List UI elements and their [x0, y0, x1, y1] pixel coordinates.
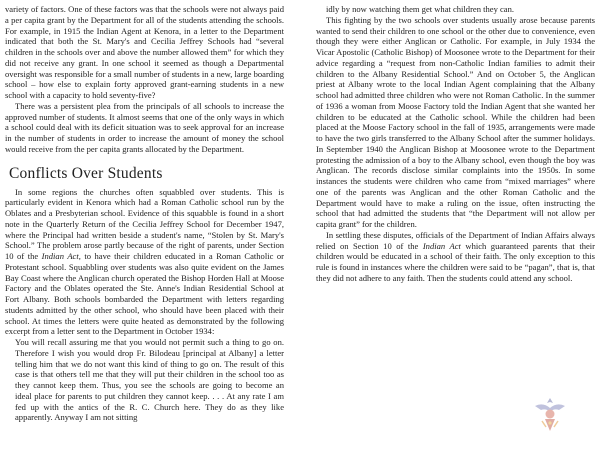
- left-column: [5, 4, 284, 423]
- indian-act-italic: Indian Act: [41, 251, 79, 261]
- block-quote-text: You will recall assuring me that you would not permit such a thing to go on. Therefore I wish you would drop Fr. Bilodeau [principal at Albany] a letter telling him that we do not want this kind of thing to go on. The result of this case is that others tell me that they will put their children in the school too as they cannot keep them. Thus, you see the schools are going to become an ideal place for parents to put children they cannot keep. . . . At any rate I am fed up with the antics of the R. C. Church here. They do as they like apparently. Anyway I am not sitting: [15, 337, 284, 423]
- paragraph-grants: variety of factors. One of these factors was that the schools were not always paid a per capita grant by the Department for all of the students attending the schools. For example, in 1915 the Indian Agent at Kenora, in a letter to the Department indicated that both the St. Mary's and Cecilia Jeffrey Schools had “several children in the schools over and above the number allowed them” for which they did not receive any grant. In one school it seemed as though a Departmental oversight was responsible for a small number of students in a new, large boarding school – how else to explain forty approved grant-earning students in a new school with a capacity to hold seventy-five?: [5, 4, 284, 100]
- paragraph-settling-text-b: which guaranteed parents that their children would be educated in a school of their faith. The only exception to this rule is found in instances where the children were said to be “pagan”, that is, that they did not adhere to any faith. Then the students could attend any school.: [316, 240, 595, 283]
- paragraph-settling: [316, 230, 595, 284]
- block-quote-continued-text: idly by now watching them get what children they can.: [326, 4, 514, 14]
- paragraph-plea: There was a persistent plea from the principals of all schools to increase the approved number of students. It almost seems that one of the only ways in which a school could deal with its deficit situation was to seek approval for an increase in the number of students in order to increase the amount of money the school would receive from the per capita grants allocated by the Department.: [5, 100, 284, 154]
- indian-act-italic-2: Indian Act: [422, 240, 461, 251]
- paragraph-squabbles-text-b: , to have their children educated in a Roman Catholic or Protestant school. Squabbling over students was also quite evident on the James Bay Coast where the Anglican church operated the Bishop Horden Hall at Moose Factory and the Oblates operated the Ste. Anne's Indian Residential School at Fort Albany. Both schools bombarded the Department with letters regarding students admitted by the other school, who should have been placed with their school. At times the letters were quite heated as demonstrated by the following excerpt from a letter sent to the Department in October 1934:: [5, 251, 284, 337]
- paragraph-squabbles-text-a: In some regions the churches often squabbled over students. This is particularly evident in Kenora which had a Roman Catholic school run by the Oblates and a Presbyterian school. Evidence of this squabble is found in a short note in the Quarterly Return of the Cecilia Jeffrey School for December 1947, where the Principal had written beside a student's name, “Stolen by St. Mary's School.” The problem arose partly because of the right of parents, under Section 10 of the: [5, 186, 284, 261]
- paragraph-squabbles: [5, 187, 284, 338]
- block-quote: [15, 337, 284, 423]
- paragraph-fighting: This fighting by the two schools over students usually arose because parents wanted to send their children to one school or the other due to convenience, even though they were either Anglican or Catholic. For example, in July 1934 the Vicar Apostolic (Catholic Bishop) of Moosonee wrote to the Department for their advice regarding a “request from non-Catholic Indian families to admit their children to the Albany Residential School.” And on October 5, the Anglican priest at Albany wrote to the local Indian Agent complaining that the Albany school had admitted three children who were not Roman Catholic. In the summer of 1936 a woman from Moose Factory told the Indian Agent that she wanted her children to be educated at the Catholic school. While the children had been placed at the Moose Factory school in the fall of 1935, arrangements were made to have the two girls transferred to the Albany School after the summer holidays. In September 1940 the Anglican Bishop at Moosonee wrote to the Department protesting the admission of a boy to the Albany school, even though the boy was Anglican. The records disclose similar complaints into the 1950s. In some instances the students were children who came from “mixed marriages” where one of the parents was Anglican and the other Roman Catholic and the Department would have to make a ruling on the issue, often instructing the school that had admitted the students that “the Department will not allow per capita grant” for the children.: [316, 14, 595, 229]
- section-heading: Conflicts Over Students: [9, 164, 163, 182]
- right-column: [316, 4, 595, 284]
- decorative-thunderbird-icon: [533, 394, 567, 434]
- paragraph-settling-text-a: In settling these disputes, officials of the Department of Indian Affairs always relied on Section 10 of the: [316, 229, 595, 251]
- block-quote-continued: [326, 4, 595, 15]
